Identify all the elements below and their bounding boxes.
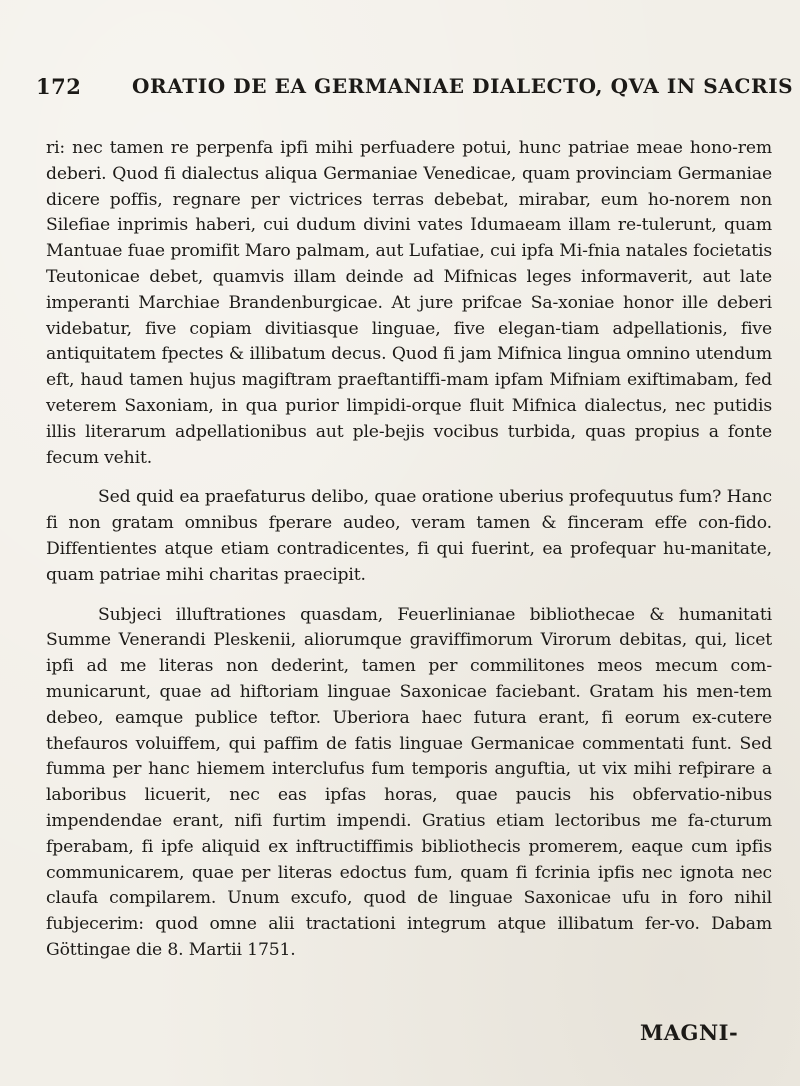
page-header	[36, 74, 794, 104]
body-text	[46, 136, 772, 978]
running-head: ORATIO DE EA GERMANIAE DIALECTO, QVA IN SACRIS	[132, 74, 794, 98]
paragraph: Subjeci illuftrationes quasdam, Feuerlinianae bibliothecae & humanitati Summe Venerandi Pleskenii, aliorumque graviffimorum Virorum debitas, qui, licet ipfi ad me literas non dederint, tamen per commilitones meos mecum com-municarunt, quae ad hiftoriam linguae Saxonicae faciebant. Gratam his men-tem debeo, eamque publice teftor. Uberiora haec futura erant, fi eorum ex-cutere thefauros voluiffem, qui paffim de fatis linguae Germanicae commentati funt. Sed fumma per hanc hiemem interclufus fum temporis anguftia, ut vix mihi refpirare a laboribus licuerit, nec eas ipfas horas, quae paucis his obfervatio-nibus impendendae erant, nifi furtim impendi. Gratius etiam lectoribus me fa-cturum fperabam, fi ipfe aliquid ex inftructiffimis bibliothecis promerem, eaque cum ipfis communicarem, quae per literas edoctus fum, quam fi fcrinia ipfis nec ignota nec claufa compilarem. Unum excufo, quod de linguae Saxonicae ufu in foro nihil fubjecerim: quod omne alii tractationi integrum atque illibatum fer-vo. Dabam Göttingae die 8. Martii 1751.	[46, 604, 772, 960]
paragraph: ri: nec tamen re perpenfa ipfi mihi perfuadere potui, hunc patriae meae hono-rem deberi. Quod fi dialectus aliqua Germaniae Venedicae, quam provinciam Germaniae dicere poffis, regnare per victrices terras debebat, mirabar, eum ho-norem non Silefiae inprimis haberi, cui dudum divini vates Idumaeam illam re-tulerunt, quam Mantuae fuae promifit Maro palmam, aut Lufatiae, cui ipfa Mi-fnia natales focietatis Teutonicae debet, quamvis illam deinde ad Mifnicas leges informaverit, aut late imperanti Marchiae Brandenburgicae. At jure prifcae Sa-xoniae honor ille deberi videbatur, five copiam divitiasque linguae, five elegan-tiam adpellationis, five antiquitatem fpectes & illibatum decus. Quod fi jam Mifnica lingua omnino utendum eft, haud tamen hujus magiftram praeftantiffi-mam ipfam Mifniam exiftimabam, fed veterem Saxoniam, in qua purior limpidi-orque fluit Mifnica dialectus, nec putidis illis literarum adpellationibus aut ple-bejis vocibus turbida, quas propius a fonte fecum vehit.	[46, 138, 772, 468]
page-number: 172	[36, 74, 82, 99]
paragraph: Sed quid ea praefaturus delibo, quae oratione uberius profequutus fum? Hanc fi non gratam omnibus fperare audeo, veram tamen & finceram effe con-fido. Diffentientes atque etiam contradicentes, fi qui fuerint, ea profequar hu-manitate, quam patriae mihi charitas praecipit.	[46, 487, 772, 585]
catchword: MAGNI-	[640, 1020, 739, 1045]
